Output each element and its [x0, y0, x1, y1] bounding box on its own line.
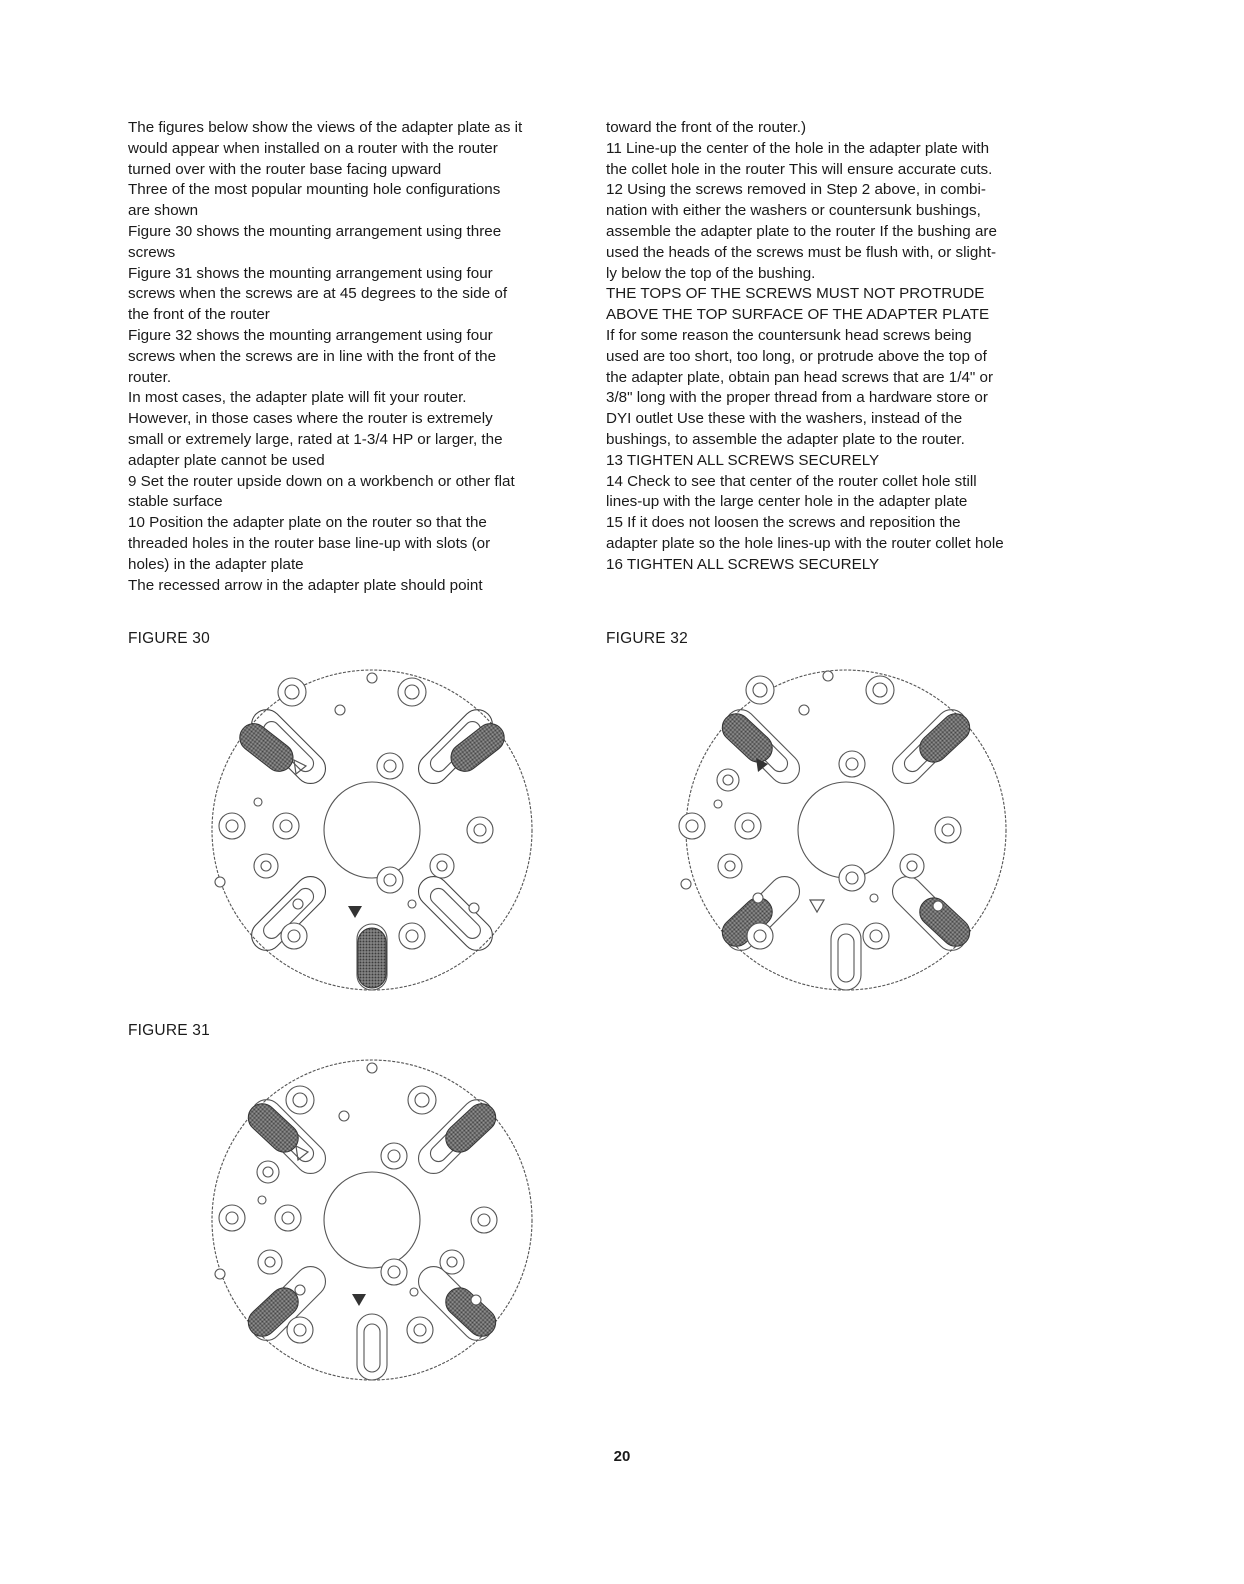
figure-30-label: FIGURE 30 — [128, 630, 210, 647]
text-line: used are too short, too long, or protrude above the top of — [606, 347, 987, 365]
arrow-filled-icon — [348, 906, 362, 918]
text-line: 13 TIGHTEN ALL SCREWS SECURELY — [606, 451, 880, 469]
text-line: bushings, to assemble the adapter plate to the router. — [606, 430, 965, 448]
text-line: 12 Using the screws removed in Step 2 above, in combi- — [606, 181, 986, 199]
text-line: router. — [128, 368, 172, 386]
figure-31-label: FIGURE 31 — [128, 1022, 210, 1039]
text-line: If for some reason the countersunk head screws being — [606, 326, 972, 344]
screw-slot-filled — [914, 708, 976, 768]
text-line: 16 TIGHTEN ALL SCREWS SECURELY — [606, 555, 880, 573]
text-line: would appear when installed on a router with the router — [128, 139, 498, 157]
text-line: In most cases, the adapter plate will fit your router. — [128, 389, 467, 407]
text-line: turned over with the router base facing upward — [128, 160, 442, 178]
screw-slot-filled — [440, 1282, 502, 1342]
screw-slot-filled — [358, 928, 386, 988]
text-line: the collet hole in the router This will ensure accurate cuts. — [606, 160, 993, 178]
text-line: screws when the screws are in line with the front of the — [128, 347, 497, 365]
text-line: 3/8" long with the proper thread from a hardware store or — [606, 389, 988, 407]
text-line: adapter plate so the hole lines-up with the router collet hole — [606, 534, 1004, 552]
center-hole — [324, 782, 420, 878]
text-line: Figure 30 shows the mounting arrangement using three — [128, 222, 502, 240]
text-line: 10 Position the adapter plate on the router so that the — [128, 514, 487, 532]
text-line: small or extremely large, rated at 1-3/4 HP or larger, the — [128, 430, 503, 448]
text-line: the front of the router — [128, 306, 270, 324]
text-line: Figure 31 shows the mounting arrangement using four — [128, 264, 493, 282]
text-line: ly below the top of the bushing. — [606, 264, 816, 282]
figure-32-label: FIGURE 32 — [606, 630, 688, 647]
text-line: assemble the adapter plate to the router If the bushing are — [606, 222, 997, 240]
arrow-filled-icon — [352, 1294, 366, 1306]
text-line: the adapter plate, obtain pan head screws that are 1/4" or — [606, 368, 994, 386]
center-hole — [798, 782, 894, 878]
arrow-outline-icon — [810, 900, 824, 912]
arrow-outline-icon — [296, 1146, 308, 1160]
text-line: The figures below show the views of the adapter plate as it — [128, 119, 523, 136]
screw-slot-filled — [717, 708, 779, 768]
screw-slot-filled — [914, 892, 976, 952]
text-line: Figure 32 shows the mounting arrangement using four — [128, 326, 493, 344]
text-line: screws — [128, 243, 176, 261]
text-line: threaded holes in the router base line-up with slots (or — [128, 534, 491, 552]
center-hole — [324, 1172, 420, 1268]
text-line: THE TOPS OF THE SCREWS MUST NOT PROTRUDE — [606, 285, 985, 303]
text-line: Three of the most popular mounting hole configurations — [128, 181, 501, 199]
screw-slot-filled — [440, 1098, 502, 1158]
left-text-column — [128, 118, 588, 596]
text-line: However, in those cases where the router is extremely — [128, 410, 493, 428]
text-line: nation with either the washers or countersunk bushings, — [606, 202, 981, 220]
text-line: stable surface — [128, 493, 223, 511]
text-line: The recessed arrow in the adapter plate should point — [128, 576, 483, 594]
text-line: are shown — [128, 202, 199, 220]
text-line: screws when the screws are at 45 degrees to the side of — [128, 285, 508, 303]
text-line: 14 Check to see that center of the router collet hole still — [606, 472, 977, 490]
text-line: holes) in the adapter plate — [128, 555, 304, 573]
text-line: ABOVE THE TOP SURFACE OF THE ADAPTER PLATE — [606, 306, 990, 324]
figure-31-adapter-plate — [202, 1050, 542, 1390]
page-number: 20 — [613, 1448, 631, 1465]
text-line: DYI outlet Use these with the washers, instead of the — [606, 410, 963, 428]
text-line: 11 Line-up the center of the hole in the adapter plate with — [606, 139, 990, 157]
figure-30-adapter-plate — [202, 660, 542, 1000]
text-line: used the heads of the screws must be flush with, or slight- — [606, 243, 997, 261]
text-line: 9 Set the router upside down on a workbench or other flat — [128, 472, 515, 490]
text-line: toward the front of the router.) — [606, 119, 807, 136]
text-line: 15 If it does not loosen the screws and reposition the — [606, 514, 961, 532]
figure-32-adapter-plate — [676, 660, 1016, 1000]
text-line: adapter plate cannot be used — [128, 451, 325, 469]
right-text-column — [606, 118, 1086, 576]
text-line: lines-up with the large center hole in the adapter plate — [606, 493, 968, 511]
